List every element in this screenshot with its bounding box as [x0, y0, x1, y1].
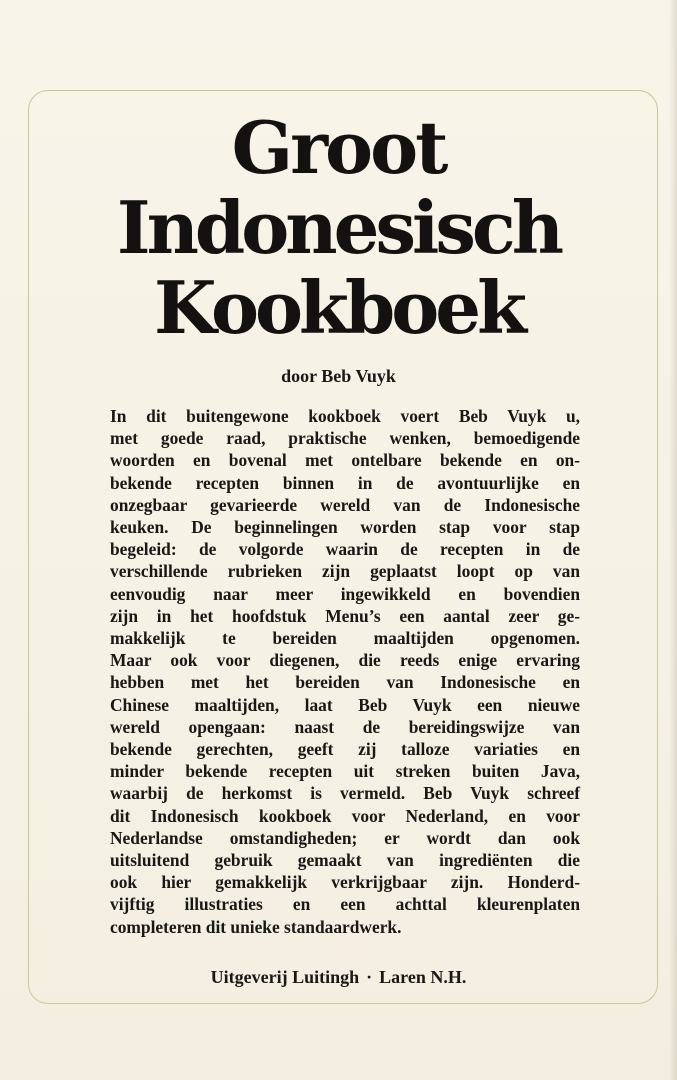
- publisher-line: [0, 967, 677, 988]
- title-line-2: Indonesisch: [116, 185, 561, 270]
- blurb-line: bekende recepten binnen in de avontuurlijke en: [110, 472, 580, 493]
- blurb-line: met goede raad, praktische wenken, bemoedigende: [110, 428, 580, 449]
- blurb-line: vijftig illustraties en een achttal kleurenplaten: [110, 894, 580, 915]
- blurb-line: eenvoudig naar meer ingewikkeld en bovendien: [110, 583, 580, 604]
- book-title: [0, 105, 677, 350]
- title-line-3: Kookboek: [154, 265, 523, 350]
- blurb-line: keuken. De beginnelingen worden stap voor stap: [110, 517, 580, 538]
- blurb-line: onzegbaar gevarieerde wereld van de Indonesische: [110, 494, 580, 515]
- blurb-line: completeren dit unieke standaardwerk.: [110, 916, 402, 937]
- blurb-line: zijn in het hoofdstuk Menu’s een aantal zeer ge-: [110, 605, 580, 626]
- publisher-separator: ·: [366, 967, 373, 987]
- blurb-line: hebben met het bereiden van Indonesische en: [110, 672, 580, 693]
- blurb-line: Nederlandse omstandigheden; er wordt dan ook: [110, 827, 580, 848]
- blurb-line: woorden en bovenal met ontelbare bekende en on-: [110, 450, 580, 471]
- publisher-location: Laren N.H.: [379, 967, 467, 987]
- blurb-text: [110, 405, 580, 938]
- blurb-line: dit Indonesisch kookboek voor Nederland, en voor: [110, 805, 580, 826]
- blurb-line: In dit buitengewone kookboek voert Beb Vuyk u,: [110, 406, 580, 426]
- blurb-line: Maar ook voor diegenen, die reeds enige ervaring: [110, 650, 580, 671]
- blurb-line: bekende gerechten, geeft zij talloze variaties en: [110, 739, 580, 760]
- blurb-line: Chinese maaltijden, laat Beb Vuyk een nieuwe: [110, 694, 580, 715]
- blurb-line: uitsluitend gebruik gemaakt van ingrediënten die: [110, 850, 580, 871]
- blurb-line: waarbij de herkomst is vermeld. Beb Vuyk schreef: [110, 783, 580, 804]
- blurb-line: makkelijk te bereiden maaltijden opgenomen.: [110, 628, 580, 649]
- author-byline: door Beb Vuyk: [281, 366, 396, 386]
- title-line-1: Groot: [231, 105, 446, 190]
- blurb-line: minder bekende recepten uit streken buiten Java,: [110, 761, 580, 782]
- blurb-line: ook hier gemakkelijk verkrijgbaar zijn. Honderd-: [110, 872, 580, 893]
- blurb-line: begeleid: de volgorde waarin de recepten in de: [110, 539, 580, 560]
- blurb-line: wereld opengaan: naast de bereidingswijze van: [110, 716, 580, 737]
- publisher-name: Uitgeverij Luitingh: [210, 967, 360, 987]
- blurb-line: verschillende rubrieken zijn geplaatst loopt op van: [110, 561, 580, 582]
